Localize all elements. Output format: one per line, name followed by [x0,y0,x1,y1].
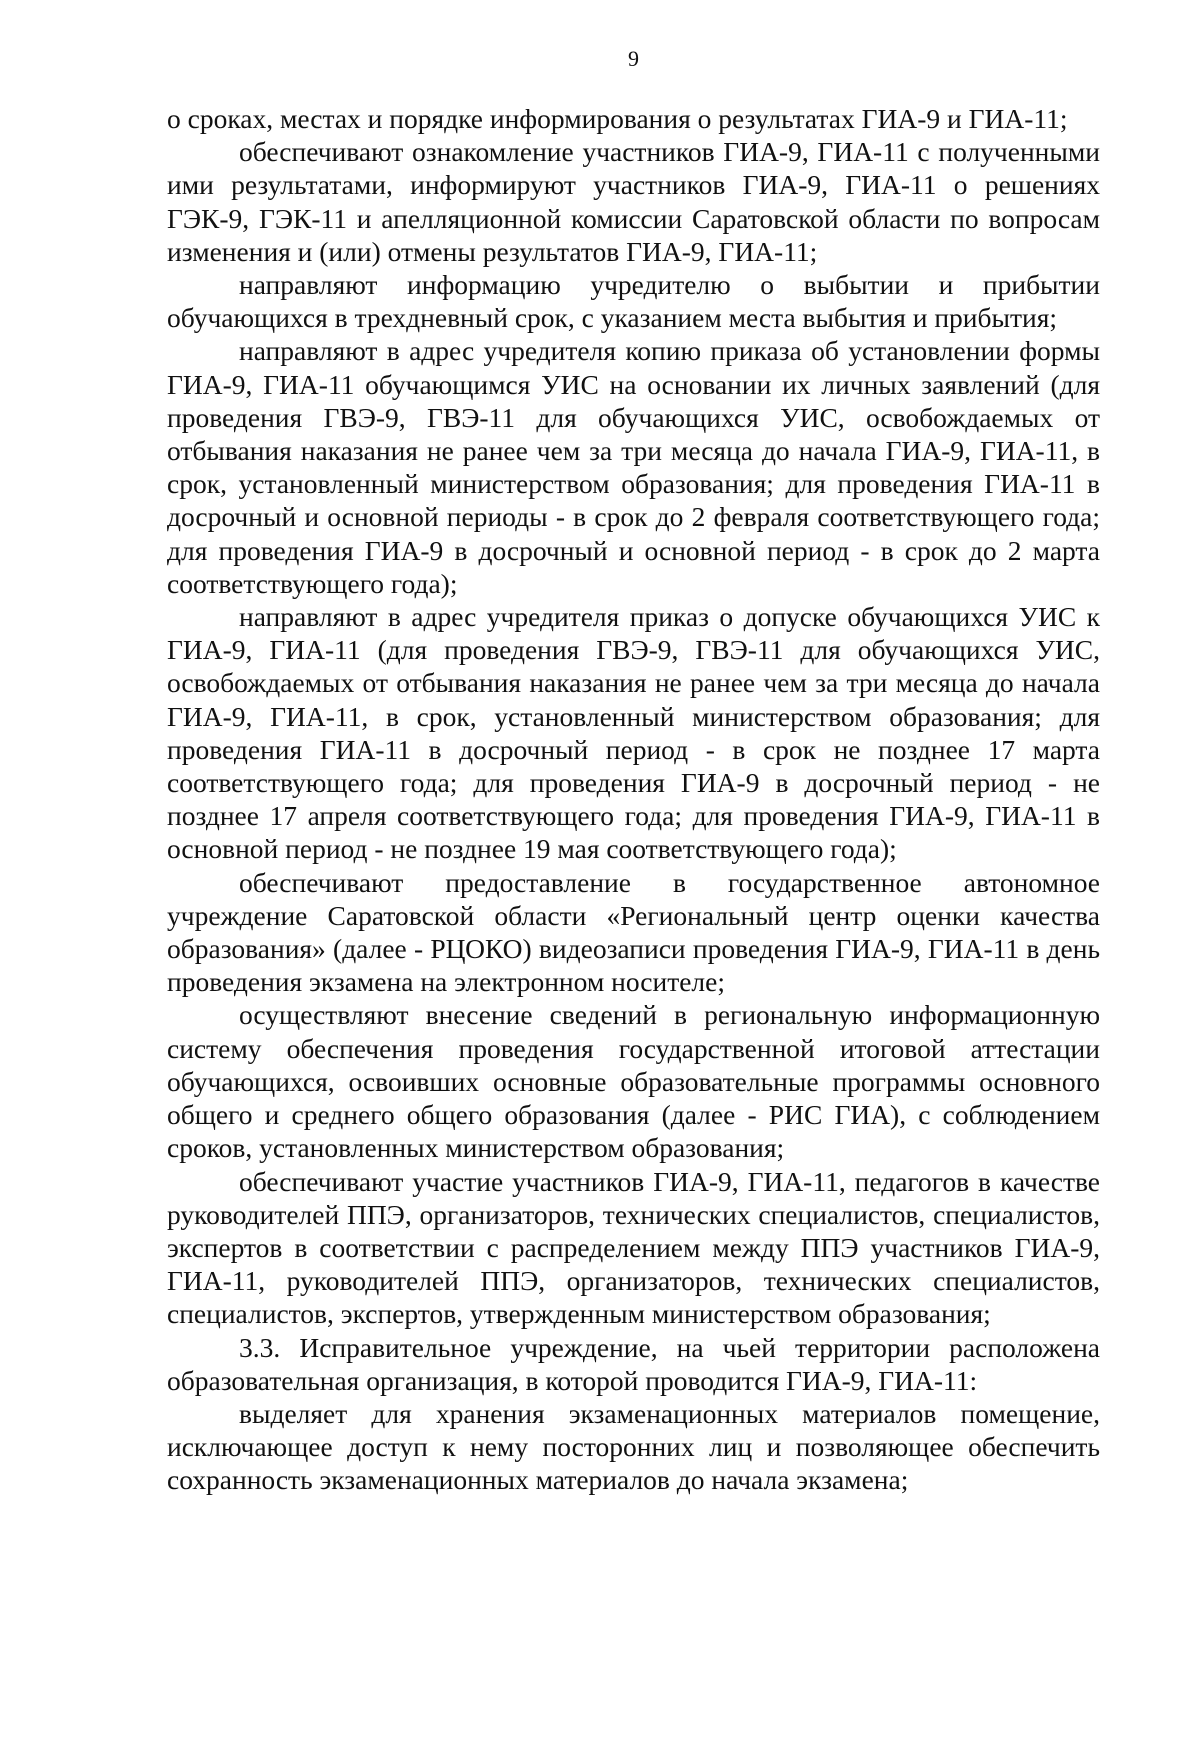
paragraph: обеспечивают ознакомление участников ГИА-9, ГИА-11 с полученными ими результатами, информируют участников ГИА-9, ГИА-11 о решениях ГЭК-9, ГЭК-11 и апелляционной комиссии Саратовской области по вопросам изменения и (или) отмены результатов ГИА-9, ГИА-11; [167,136,1100,267]
page-number: 9 [628,46,640,71]
paragraph: выделяет для хранения экзаменационных материалов помещение, исключающее доступ к нему посторонних лиц и позволяющее обеспечить сохранность экзаменационных материалов до начала экзамена; [167,1397,1100,1496]
paragraph: осуществляют внесение сведений в региональную информационную систему обеспечения проведения государственной итоговой аттестации обучающихся, освоивших основные образовательные программы основного общего и среднего общего образования (далее - РИС ГИА), с соблюдением сроков, установленных министерством образования; [167,999,1100,1164]
section-heading-3-3: 3.3. Исправительное учреждение, на чьей территории расположена образовательная организация, в которой проводится ГИА-9, ГИА-11: [167,1331,1100,1396]
paragraph: обеспечивают предоставление в государственное автономное учреждение Саратовской области «Региональный центр оценки качества образования» (далее - РЦОКО) видеозаписи проведения ГИА-9, ГИА-11 в день проведения экзамена на электронном носителе; [167,866,1100,998]
document-body [167,102,1100,1497]
paragraph: обеспечивают участие участников ГИА-9, ГИА-11, педагогов в качестве руководителей ППЭ, организаторов, технических специалистов, специалистов, экспертов в соответствии с распределением между ППЭ участников ГИА-9, ГИА-11, руководителей ППЭ, организаторов, технических специалистов, специалистов, экспертов, утвержденным министерством образования; [167,1165,1100,1330]
paragraph: направляют информацию учредителю о выбытии и прибытии обучающихся в трехдневный срок, с указанием места выбытия и прибытия; [167,269,1100,334]
paragraph: направляют в адрес учредителя приказ о допуске обучающихся УИС к ГИА-9, ГИА-11 (для проведения ГВЭ-9, ГВЭ-11 для обучающихся УИС, освобождаемых от отбывания наказания не ранее чем за три месяца до начала ГИА-9, ГИА-11, в срок, установленный министерством образования; для проведения ГИА-11 в досрочный период - в срок не позднее 17 марта соответствующего года; для проведения ГИА-9 в досрочный период - не позднее 17 апреля соответствующего года; для проведения ГИА-9, ГИА-11 в основной период - не позднее 19 мая соответствующего года); [167,601,1100,865]
paragraph-continuation: о сроках, местах и порядке информирования о результатах ГИА-9 и ГИА-11; [167,103,1068,134]
paragraph: направляют в адрес учредителя копию приказа об установлении формы ГИА-9, ГИА-11 обучающимся УИС на основании их личных заявлений (для проведения ГВЭ-9, ГВЭ-11 для обучающихся УИС, освобождаемых от отбывания наказания не ранее чем за три месяца до начала ГИА-9, ГИА-11, в срок, установленный министерством образования; для проведения ГИА-11 в досрочный и основной периоды - в срок до 2 февраля соответствующего года; для проведения ГИА-9 в досрочный и основной период - в срок до 2 марта соответствующего года); [167,335,1100,599]
